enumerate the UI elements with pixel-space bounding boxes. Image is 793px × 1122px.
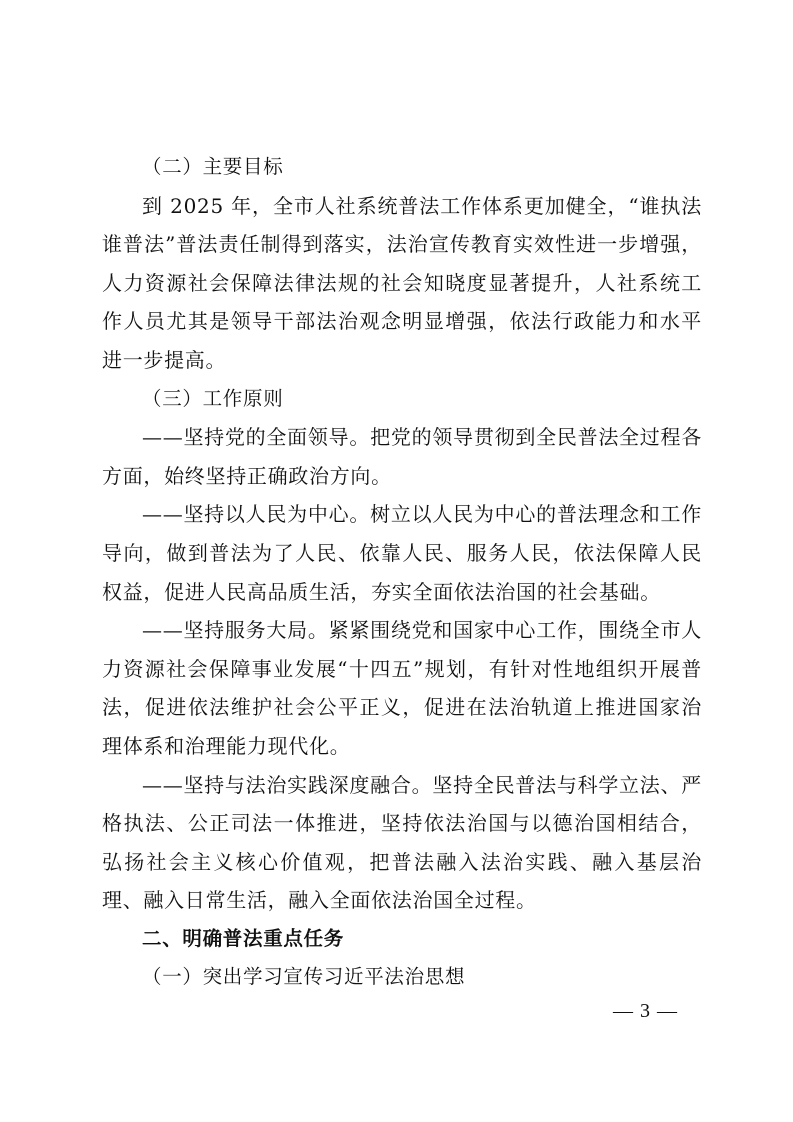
chapter-heading-key-tasks: 二、明确普法重点任务 bbox=[142, 926, 345, 950]
paragraph-principle-serve-overall: ——坚持服务大局。紧紧围绕党和国家中心工作，围绕全市人力资源社会保障事业发展“十四五”规划，有针对性地组织开展普法，促进依法维护社会公平正义，促进在法治轨道上推进国家治理体系和治理能力现代化。 bbox=[102, 618, 702, 758]
section-heading-main-goals: （二）主要目标 bbox=[142, 155, 284, 178]
section-heading-work-principles: （三）工作原则 bbox=[142, 386, 284, 410]
page-number: — 3 — bbox=[613, 1000, 678, 1022]
paragraph-principle-party-leadership: ——坚持党的全面领导。把党的领导贯彻到全民普法全过程各方面，始终坚持正确政治方向。 bbox=[102, 425, 702, 488]
section-heading-study-xi-thought: （一）突出学习宣传习近平法治思想 bbox=[142, 965, 466, 989]
paragraph-principle-people-centered: ——坚持以人民为中心。树立以人民为中心的普法理念和工作导向，做到普法为了人民、依靠人民、服务人民，依法保障人民权益，促进人民高品质生活，夯实全面依法治国的社会基础。 bbox=[102, 502, 702, 604]
paragraph-goals: 到 2025 年，全市人社系统普法工作体系更加健全，“谁执法谁普法”普法责任制得到落实，法治宣传教育实效性进一步增强，人力资源社会保障法律法规的社会知晓度显著提升，人社系统工作人员尤其是领导干部法治观念明显增强，依法行政能力和水平进一步提高。 bbox=[102, 193, 702, 372]
paragraph-principle-practice-integration: ——坚持与法治实践深度融合。坚持全民普法与科学立法、严格执法、公正司法一体推进，坚持依法治国与以德治国相结合，弘扬社会主义核心价值观，把普法融入法治实践、融入基层治理、融入日常生活，融入全面依法治国全过程。 bbox=[102, 772, 702, 913]
document-body bbox=[102, 148, 702, 997]
